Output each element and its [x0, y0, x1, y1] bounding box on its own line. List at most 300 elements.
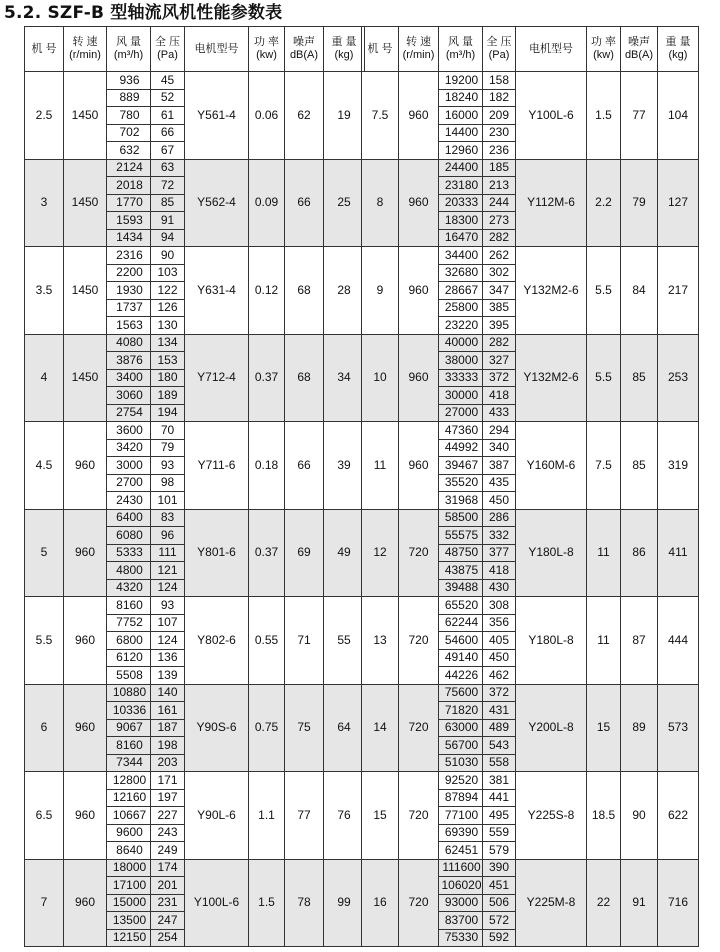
table-row	[25, 159, 365, 177]
header-speed: 转 速 (r/min)	[64, 27, 107, 72]
cell-power: 5.5	[587, 247, 621, 335]
cell-pressure: 103	[151, 264, 185, 282]
cell-weight: 25	[324, 159, 365, 247]
cell-speed: 1450	[64, 247, 107, 335]
cell-airflow: 25800	[439, 299, 483, 317]
cell-airflow: 58500	[439, 509, 483, 527]
cell-pressure: 140	[151, 684, 185, 702]
cell-airflow: 1434	[107, 229, 151, 247]
cell-pressure: 262	[483, 247, 516, 265]
cell-motor-model: Y225M-8	[516, 859, 587, 947]
fan-model-group	[25, 597, 365, 685]
fan-model-group	[362, 859, 699, 947]
cell-weight: 76	[324, 772, 365, 860]
header-power: 功 率 (kw)	[587, 27, 621, 72]
cell-airflow: 14400	[439, 124, 483, 142]
cell-speed: 1450	[64, 334, 107, 422]
table-row	[362, 422, 699, 440]
header-no: 机 号	[25, 27, 64, 72]
cell-airflow: 3600	[107, 422, 151, 440]
cell-speed: 960	[399, 159, 439, 247]
cell-pressure: 489	[483, 719, 516, 737]
cell-motor-model: Y561-4	[185, 72, 249, 160]
cell-airflow: 32680	[439, 264, 483, 282]
cell-speed: 1450	[64, 159, 107, 247]
cell-pressure: 96	[151, 527, 185, 545]
cell-noise: 68	[285, 247, 324, 335]
cell-airflow: 10336	[107, 702, 151, 720]
fan-model-group	[25, 509, 365, 597]
cell-pressure: 139	[151, 667, 185, 685]
table-row	[25, 334, 365, 352]
table-row	[362, 509, 699, 527]
cell-model-no: 4	[25, 334, 64, 422]
cell-airflow: 9600	[107, 824, 151, 842]
cell-pressure: 431	[483, 702, 516, 720]
cell-pressure: 244	[483, 194, 516, 212]
cell-power: 0.18	[249, 422, 285, 510]
cell-weight: 19	[324, 72, 365, 160]
page-title: 5.2. SZF-B 型轴流风机性能参数表	[4, 3, 283, 23]
cell-airflow: 8640	[107, 842, 151, 860]
cell-airflow: 6400	[107, 509, 151, 527]
cell-airflow: 2316	[107, 247, 151, 265]
cell-airflow: 889	[107, 89, 151, 107]
cell-pressure: 230	[483, 124, 516, 142]
cell-model-no: 16	[362, 859, 399, 947]
cell-pressure: 90	[151, 247, 185, 265]
cell-pressure: 98	[151, 474, 185, 492]
cell-power: 11	[587, 597, 621, 685]
cell-pressure: 558	[483, 754, 516, 772]
cell-pressure: 286	[483, 509, 516, 527]
cell-pressure: 194	[151, 404, 185, 422]
cell-pressure: 66	[151, 124, 185, 142]
table-row	[25, 859, 365, 877]
cell-airflow: 7752	[107, 614, 151, 632]
cell-pressure: 356	[483, 614, 516, 632]
cell-airflow: 2200	[107, 264, 151, 282]
table-row	[362, 247, 699, 265]
cell-pressure: 236	[483, 142, 516, 160]
cell-airflow: 18000	[107, 859, 151, 877]
cell-pressure: 395	[483, 317, 516, 335]
cell-pressure: 201	[151, 877, 185, 895]
cell-noise: 77	[621, 72, 658, 160]
cell-airflow: 2124	[107, 159, 151, 177]
cell-pressure: 91	[151, 212, 185, 230]
cell-speed: 960	[64, 597, 107, 685]
cell-airflow: 6080	[107, 527, 151, 545]
cell-pressure: 93	[151, 597, 185, 615]
cell-pressure: 180	[151, 369, 185, 387]
cell-airflow: 12800	[107, 772, 151, 790]
cell-airflow: 12160	[107, 789, 151, 807]
cell-noise: 89	[621, 684, 658, 772]
cell-pressure: 187	[151, 719, 185, 737]
cell-motor-model: Y180L-8	[516, 509, 587, 597]
cell-airflow: 43875	[439, 562, 483, 580]
fan-model-group	[25, 159, 365, 247]
header-noise: 噪声 dB(A)	[621, 27, 658, 72]
cell-airflow: 16000	[439, 107, 483, 125]
cell-weight: 319	[658, 422, 699, 510]
cell-weight: 127	[658, 159, 699, 247]
cell-pressure: 451	[483, 877, 516, 895]
fan-model-group	[362, 334, 699, 422]
cell-model-no: 9	[362, 247, 399, 335]
header-motor: 电机型号	[516, 27, 587, 72]
cell-airflow: 1737	[107, 299, 151, 317]
cell-power: 0.09	[249, 159, 285, 247]
cell-speed: 720	[399, 859, 439, 947]
cell-pressure: 579	[483, 842, 516, 860]
table-row	[362, 159, 699, 177]
cell-noise: 68	[285, 334, 324, 422]
cell-speed: 960	[399, 422, 439, 510]
cell-pressure: 435	[483, 474, 516, 492]
cell-pressure: 559	[483, 824, 516, 842]
cell-pressure: 198	[151, 737, 185, 755]
cell-airflow: 7344	[107, 754, 151, 772]
fan-model-group	[362, 772, 699, 860]
cell-speed: 960	[64, 684, 107, 772]
cell-pressure: 327	[483, 352, 516, 370]
cell-power: 0.75	[249, 684, 285, 772]
cell-pressure: 209	[483, 107, 516, 125]
cell-model-no: 10	[362, 334, 399, 422]
cell-airflow: 69390	[439, 824, 483, 842]
cell-model-no: 5.5	[25, 597, 64, 685]
cell-model-no: 11	[362, 422, 399, 510]
cell-airflow: 106020	[439, 877, 483, 895]
cell-airflow: 33333	[439, 369, 483, 387]
cell-pressure: 450	[483, 492, 516, 510]
cell-pressure: 197	[151, 789, 185, 807]
cell-motor-model: Y200L-8	[516, 684, 587, 772]
cell-power: 1.5	[249, 859, 285, 947]
fan-model-group	[362, 72, 699, 160]
cell-pressure: 377	[483, 544, 516, 562]
cell-airflow: 23180	[439, 177, 483, 195]
header-speed: 转 速 (r/min)	[399, 27, 439, 72]
cell-airflow: 23220	[439, 317, 483, 335]
header-weight: 重 量 (kg)	[324, 27, 365, 72]
cell-motor-model: Y802-6	[185, 597, 249, 685]
table-row	[362, 334, 699, 352]
cell-airflow: 3000	[107, 457, 151, 475]
cell-pressure: 302	[483, 264, 516, 282]
cell-airflow: 9067	[107, 719, 151, 737]
cell-speed: 960	[64, 509, 107, 597]
cell-airflow: 44226	[439, 667, 483, 685]
cell-airflow: 30000	[439, 387, 483, 405]
cell-motor-model: Y90L-6	[185, 772, 249, 860]
cell-airflow: 3060	[107, 387, 151, 405]
cell-weight: 28	[324, 247, 365, 335]
cell-noise: 69	[285, 509, 324, 597]
cell-airflow: 40000	[439, 334, 483, 352]
cell-motor-model: Y180L-8	[516, 597, 587, 685]
cell-pressure: 171	[151, 772, 185, 790]
cell-airflow: 47360	[439, 422, 483, 440]
cell-noise: 91	[621, 859, 658, 947]
fan-model-group	[25, 684, 365, 772]
cell-airflow: 48750	[439, 544, 483, 562]
cell-airflow: 12960	[439, 142, 483, 160]
cell-pressure: 294	[483, 422, 516, 440]
cell-motor-model: Y225S-8	[516, 772, 587, 860]
cell-airflow: 5508	[107, 667, 151, 685]
cell-airflow: 2700	[107, 474, 151, 492]
header-no: 机 号	[362, 27, 399, 72]
cell-airflow: 92520	[439, 772, 483, 790]
cell-weight: 34	[324, 334, 365, 422]
cell-airflow: 63000	[439, 719, 483, 737]
fan-model-group	[25, 859, 365, 947]
header-weight: 重 量 (kg)	[658, 27, 699, 72]
cell-speed: 960	[64, 859, 107, 947]
fan-model-group	[362, 422, 699, 510]
cell-pressure: 433	[483, 404, 516, 422]
cell-airflow: 19200	[439, 72, 483, 90]
cell-motor-model: Y100L-6	[516, 72, 587, 160]
cell-airflow: 51030	[439, 754, 483, 772]
table-row	[362, 772, 699, 790]
cell-airflow: 8160	[107, 737, 151, 755]
cell-speed: 720	[399, 597, 439, 685]
cell-speed: 960	[399, 334, 439, 422]
cell-pressure: 387	[483, 457, 516, 475]
cell-airflow: 4320	[107, 579, 151, 597]
cell-model-no: 3	[25, 159, 64, 247]
fan-model-group	[25, 334, 365, 422]
cell-power: 7.5	[587, 422, 621, 510]
header-motor: 电机型号	[185, 27, 249, 72]
cell-model-no: 7	[25, 859, 64, 947]
cell-pressure: 94	[151, 229, 185, 247]
cell-power: 18.5	[587, 772, 621, 860]
cell-noise: 77	[285, 772, 324, 860]
cell-speed: 720	[399, 684, 439, 772]
cell-power: 0.55	[249, 597, 285, 685]
cell-airflow: 18300	[439, 212, 483, 230]
cell-airflow: 35520	[439, 474, 483, 492]
cell-motor-model: Y112M-6	[516, 159, 587, 247]
cell-motor-model: Y160M-6	[516, 422, 587, 510]
cell-airflow: 34400	[439, 247, 483, 265]
cell-weight: 411	[658, 509, 699, 597]
cell-pressure: 107	[151, 614, 185, 632]
cell-pressure: 254	[151, 929, 185, 947]
cell-airflow: 702	[107, 124, 151, 142]
cell-speed: 960	[64, 772, 107, 860]
cell-pressure: 282	[483, 334, 516, 352]
cell-pressure: 174	[151, 859, 185, 877]
cell-pressure: 372	[483, 684, 516, 702]
cell-pressure: 418	[483, 387, 516, 405]
cell-pressure: 450	[483, 649, 516, 667]
cell-airflow: 49140	[439, 649, 483, 667]
cell-pressure: 122	[151, 282, 185, 300]
cell-noise: 84	[621, 247, 658, 335]
cell-weight: 99	[324, 859, 365, 947]
performance-table-left	[24, 26, 365, 947]
cell-motor-model: Y712-4	[185, 334, 249, 422]
cell-airflow: 632	[107, 142, 151, 160]
cell-pressure: 67	[151, 142, 185, 160]
cell-motor-model: Y132M2-6	[516, 247, 587, 335]
cell-weight: 253	[658, 334, 699, 422]
cell-pressure: 83	[151, 509, 185, 527]
cell-pressure: 101	[151, 492, 185, 510]
cell-pressure: 185	[483, 159, 516, 177]
cell-noise: 71	[285, 597, 324, 685]
cell-airflow: 28667	[439, 282, 483, 300]
cell-noise: 86	[621, 509, 658, 597]
cell-pressure: 243	[151, 824, 185, 842]
cell-pressure: 134	[151, 334, 185, 352]
cell-motor-model: Y132M2-6	[516, 334, 587, 422]
cell-model-no: 8	[362, 159, 399, 247]
fan-model-group	[362, 247, 699, 335]
cell-pressure: 506	[483, 894, 516, 912]
cell-airflow: 13500	[107, 912, 151, 930]
cell-airflow: 18240	[439, 89, 483, 107]
cell-weight: 49	[324, 509, 365, 597]
cell-motor-model: Y711-6	[185, 422, 249, 510]
header-pressure: 全 压 (Pa)	[483, 27, 516, 72]
cell-pressure: 182	[483, 89, 516, 107]
cell-airflow: 39467	[439, 457, 483, 475]
cell-airflow: 12150	[107, 929, 151, 947]
cell-motor-model: Y90S-6	[185, 684, 249, 772]
cell-motor-model: Y562-4	[185, 159, 249, 247]
cell-pressure: 45	[151, 72, 185, 90]
cell-pressure: 495	[483, 807, 516, 825]
cell-pressure: 282	[483, 229, 516, 247]
cell-airflow: 2754	[107, 404, 151, 422]
cell-model-no: 14	[362, 684, 399, 772]
cell-motor-model: Y801-6	[185, 509, 249, 597]
cell-airflow: 93000	[439, 894, 483, 912]
cell-airflow: 8160	[107, 597, 151, 615]
table-row	[362, 859, 699, 877]
cell-airflow: 10880	[107, 684, 151, 702]
cell-weight: 716	[658, 859, 699, 947]
cell-noise: 78	[285, 859, 324, 947]
cell-pressure: 52	[151, 89, 185, 107]
table-row	[25, 247, 365, 265]
cell-airflow: 3876	[107, 352, 151, 370]
fan-model-group	[362, 684, 699, 772]
fan-model-group	[25, 72, 365, 160]
cell-noise: 62	[285, 72, 324, 160]
cell-airflow: 4080	[107, 334, 151, 352]
table-row	[362, 597, 699, 615]
cell-pressure: 441	[483, 789, 516, 807]
cell-speed: 960	[64, 422, 107, 510]
cell-power: 1.1	[249, 772, 285, 860]
fan-model-group	[25, 772, 365, 860]
cell-pressure: 72	[151, 177, 185, 195]
cell-pressure: 93	[151, 457, 185, 475]
cell-speed: 960	[399, 247, 439, 335]
cell-pressure: 247	[151, 912, 185, 930]
cell-airflow: 75330	[439, 929, 483, 947]
cell-airflow: 71820	[439, 702, 483, 720]
cell-weight: 444	[658, 597, 699, 685]
cell-airflow: 17100	[107, 877, 151, 895]
cell-pressure: 430	[483, 579, 516, 597]
cell-model-no: 2.5	[25, 72, 64, 160]
table-row	[25, 597, 365, 615]
cell-pressure: 121	[151, 562, 185, 580]
cell-pressure: 390	[483, 859, 516, 877]
cell-pressure: 231	[151, 894, 185, 912]
table-row	[25, 422, 365, 440]
table-row	[362, 684, 699, 702]
table-row	[362, 72, 699, 90]
cell-pressure: 61	[151, 107, 185, 125]
cell-pressure: 418	[483, 562, 516, 580]
cell-airflow: 62244	[439, 614, 483, 632]
cell-noise: 87	[621, 597, 658, 685]
cell-pressure: 405	[483, 632, 516, 650]
cell-pressure: 124	[151, 579, 185, 597]
cell-pressure: 158	[483, 72, 516, 90]
cell-motor-model: Y631-4	[185, 247, 249, 335]
cell-pressure: 124	[151, 632, 185, 650]
header-noise: 噪声 dB(A)	[285, 27, 324, 72]
cell-airflow: 111600	[439, 859, 483, 877]
cell-pressure: 136	[151, 649, 185, 667]
cell-model-no: 3.5	[25, 247, 64, 335]
cell-pressure: 130	[151, 317, 185, 335]
cell-noise: 90	[621, 772, 658, 860]
cell-pressure: 111	[151, 544, 185, 562]
cell-airflow: 38000	[439, 352, 483, 370]
cell-airflow: 1563	[107, 317, 151, 335]
cell-pressure: 161	[151, 702, 185, 720]
cell-pressure: 462	[483, 667, 516, 685]
cell-airflow: 75600	[439, 684, 483, 702]
cell-power: 0.37	[249, 334, 285, 422]
table-header	[25, 27, 365, 72]
cell-speed: 720	[399, 772, 439, 860]
cell-pressure: 85	[151, 194, 185, 212]
cell-speed: 720	[399, 509, 439, 597]
cell-airflow: 1593	[107, 212, 151, 230]
cell-airflow: 20333	[439, 194, 483, 212]
cell-pressure: 189	[151, 387, 185, 405]
performance-table-right	[361, 26, 699, 947]
cell-pressure: 153	[151, 352, 185, 370]
cell-airflow: 5333	[107, 544, 151, 562]
cell-model-no: 7.5	[362, 72, 399, 160]
cell-airflow: 3400	[107, 369, 151, 387]
cell-airflow: 56700	[439, 737, 483, 755]
cell-pressure: 273	[483, 212, 516, 230]
cell-airflow: 3420	[107, 439, 151, 457]
cell-airflow: 55575	[439, 527, 483, 545]
cell-pressure: 79	[151, 439, 185, 457]
cell-airflow: 27000	[439, 404, 483, 422]
cell-airflow: 87894	[439, 789, 483, 807]
cell-model-no: 6	[25, 684, 64, 772]
cell-pressure: 372	[483, 369, 516, 387]
cell-airflow: 54600	[439, 632, 483, 650]
